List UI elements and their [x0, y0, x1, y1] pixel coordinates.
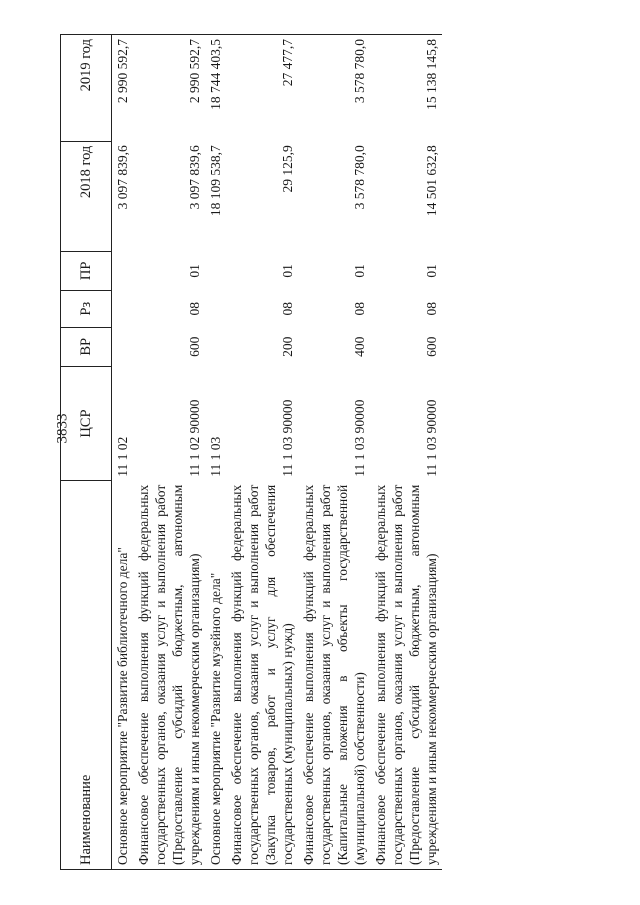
header-pr: ПР	[61, 251, 112, 290]
row-pr: 01	[424, 264, 439, 278]
header-2019: 2019 год	[61, 35, 112, 142]
row-name: Финансовое обеспечение выполнения функций федеральных государственных органов, оказания услуг и выполнения работ (Предоставление субсидий бюджетным, автономным учреждениям и иным некоммерческим организациям)	[133, 481, 205, 870]
row-rz: 08	[424, 302, 439, 316]
table-row	[112, 35, 134, 870]
row-vr	[205, 327, 226, 366]
row-2018: 3 097 839,6	[115, 145, 130, 210]
header-csr: ЦСР	[61, 366, 112, 480]
row-pr: 01	[280, 264, 295, 278]
row-name: Финансовое обеспечение выполнения функций федеральных государственных органов, оказания услуг и выполнения работ (Предоставление субсидий бюджетным, автономным учреждениям и иным некоммерческим организациям)	[370, 481, 442, 870]
row-csr: 11 1 03 90000	[280, 399, 295, 477]
budget-table	[60, 34, 442, 870]
row-rz	[205, 290, 226, 327]
row-name: Финансовое обеспечение выполнения функций федеральных государственных органов, оказания услуг и выполнения работ (Капитальные вложения в объекты государственной (муниципальной) собственности)	[298, 481, 370, 870]
row-2018: 3 097 839,6	[187, 145, 202, 210]
table-header-row	[61, 35, 112, 870]
row-vr: 200	[280, 336, 295, 357]
row-2019: 27 477,7	[226, 35, 298, 142]
row-csr: 11 1 02	[115, 436, 130, 477]
header-vr: ВР	[61, 327, 112, 366]
table-row	[133, 35, 205, 870]
row-2019: 15 138 145,8	[370, 35, 442, 142]
row-vr	[112, 327, 134, 366]
row-pr: 01	[187, 264, 202, 278]
row-csr: 11 1 02 90000	[187, 399, 202, 477]
row-rz: 08	[352, 302, 367, 316]
row-csr: 11 1 03	[208, 436, 223, 477]
row-2018: 18 109 538,7	[208, 145, 223, 217]
header-2018: 2018 год	[61, 141, 112, 251]
header-rz: Рз	[61, 290, 112, 327]
table-row	[205, 35, 226, 870]
budget-table-page	[60, 34, 580, 870]
table-row	[370, 35, 442, 870]
row-2019: 2 990 592,7	[112, 35, 134, 142]
row-pr	[205, 251, 226, 290]
page-number: 3833	[54, 413, 71, 444]
row-vr: 400	[352, 336, 367, 357]
header-name: Наименование	[61, 481, 112, 870]
row-vr: 600	[424, 336, 439, 357]
row-2018: 14 501 632,8	[424, 145, 439, 217]
row-pr	[112, 251, 134, 290]
row-csr: 11 1 03 90000	[424, 399, 439, 477]
row-rz: 08	[280, 302, 295, 316]
row-2018: 3 578 780,0	[352, 145, 367, 210]
row-csr: 11 1 03 90000	[352, 399, 367, 477]
row-pr: 01	[352, 264, 367, 278]
table-row	[226, 35, 298, 870]
row-name: Финансовое обеспечение выполнения функций федеральных государственных органов, оказания услуг и выполнения работ (Закупка товаров, работ и услуг для обеспечения государственных (муниципальных) нужд)	[226, 481, 298, 870]
row-rz	[112, 290, 134, 327]
row-vr: 600	[187, 336, 202, 357]
row-rz: 08	[187, 302, 202, 316]
row-name: Основное мероприятие "Развитие библиотечного дела"	[112, 481, 134, 870]
row-2019: 3 578 780,0	[298, 35, 370, 142]
row-2018: 29 125,9	[280, 145, 295, 193]
row-2019: 2 990 592,7	[133, 35, 205, 142]
table-row	[298, 35, 370, 870]
row-2019: 18 744 403,5	[205, 35, 226, 142]
row-name: Основное мероприятие "Развитие музейного дела"	[205, 481, 226, 870]
